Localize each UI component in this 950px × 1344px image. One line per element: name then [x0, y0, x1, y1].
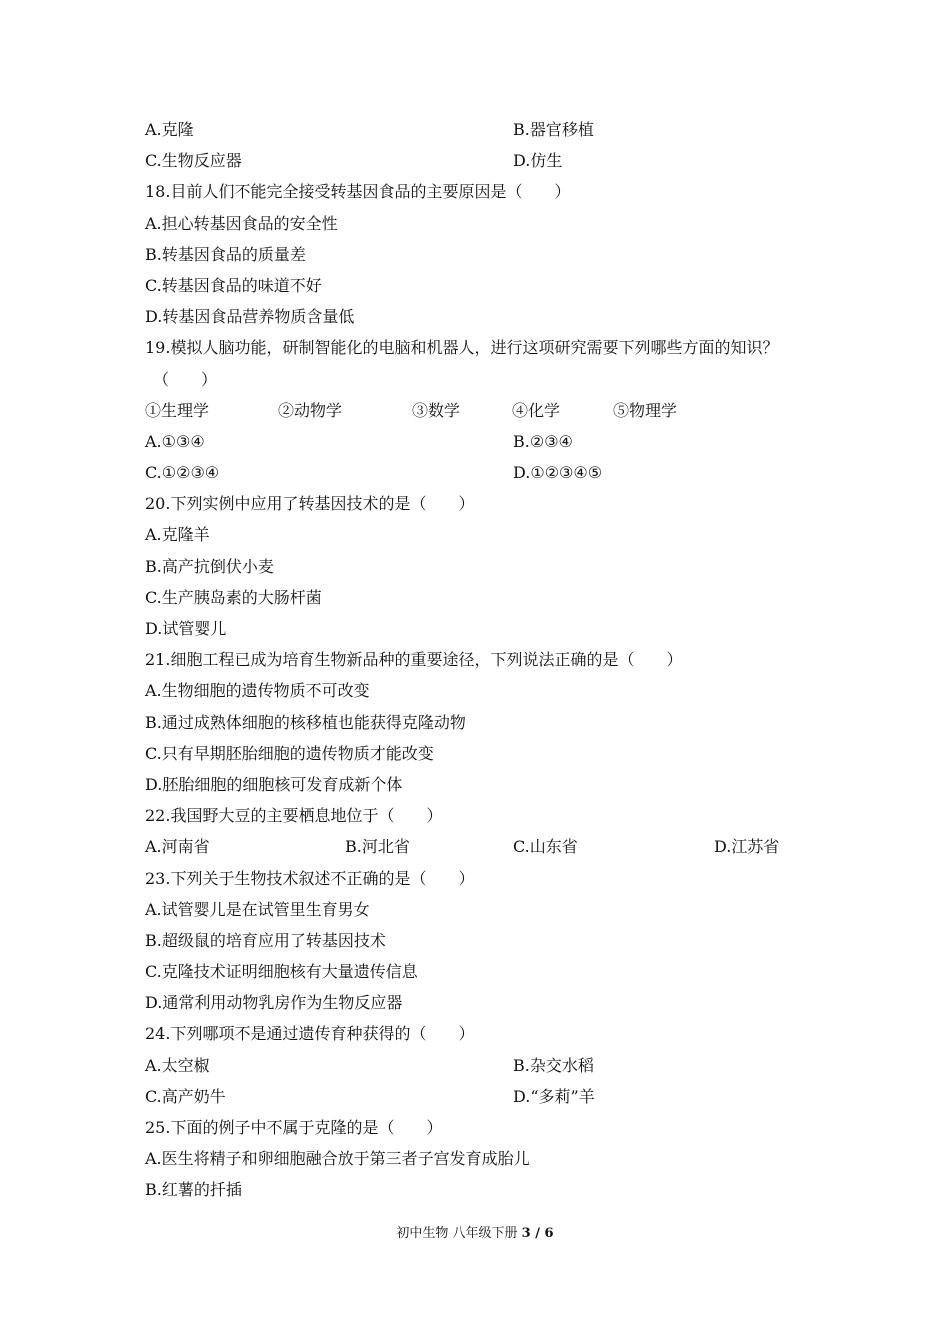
q20-option-d: D.试管婴儿	[145, 619, 227, 638]
q20-option-c: C.生产胰岛素的大肠杆菌	[145, 587, 322, 607]
q17-option-a: A.克隆	[145, 120, 194, 139]
q21-stem: 21.细胞工程已成为培育生物新品种的重要途径，下列说法正确的是（ ）	[145, 650, 683, 670]
q22-option-b: B.河北省	[345, 837, 410, 857]
q18-option-a: A.担心转基因食品的安全性	[145, 213, 338, 233]
q23-option-c: C.克隆技术证明细胞核有大量遗传信息	[145, 962, 418, 982]
q19-paren: （ ）	[153, 369, 218, 389]
q24-option-a: A.太空椒	[145, 1055, 210, 1075]
q19-item-4: ④化学	[512, 400, 561, 420]
q24-options-row-2	[145, 1081, 835, 1112]
exam-page-body	[145, 114, 835, 1206]
q19-options-row-1	[145, 426, 835, 457]
q20-option-b: B.高产抗倒伏小麦	[145, 556, 274, 576]
q18-option-b: B.转基因食品的质量差	[145, 244, 306, 264]
q22-options-row	[145, 831, 835, 862]
q22-stem: 22.我国野大豆的主要栖息地位于（ ）	[145, 806, 443, 826]
q17-option-c: C.生物反应器	[145, 151, 242, 171]
q23-option-a: A.试管婴儿是在试管里生育男女	[145, 899, 370, 919]
q19-item-5: ⑤物理学	[613, 400, 678, 420]
q19-knowledge-items	[145, 395, 835, 426]
q25-option-a: A.医生将精子和卵细胞融合放于第三者子宫发育成胎儿	[145, 1149, 530, 1169]
q18-stem: 18.目前人们不能完全接受转基因食品的主要原因是（ ）	[145, 182, 571, 202]
q17-options-row-1	[145, 114, 835, 145]
q19-item-1: ①生理学	[145, 400, 210, 420]
q17-option-d: D.仿生	[513, 151, 563, 171]
footer-course-label: 初中生物 八年级下册	[396, 1226, 522, 1241]
q17-options-row-2	[145, 145, 835, 176]
q24-option-b: B.杂交水稻	[513, 1055, 594, 1075]
q23-option-b: B.超级鼠的培育应用了转基因技术	[145, 930, 386, 950]
q22-option-a: A.河南省	[145, 837, 210, 857]
q19-option-a: A.①③④	[145, 431, 205, 451]
page-footer	[0, 1224, 950, 1244]
q23-stem: 23.下列关于生物技术叙述不正确的是（ ）	[145, 868, 475, 888]
footer-page-number: 3	[521, 1226, 531, 1241]
q21-option-a: A.生物细胞的遗传物质不可改变	[145, 681, 370, 701]
q22-option-c: C.山东省	[513, 837, 578, 857]
q21-option-c: C.只有早期胚胎细胞的遗传物质才能改变	[145, 743, 434, 763]
q19-answer-paren	[145, 364, 835, 395]
q23-option-d: D.通常利用动物乳房作为生物反应器	[145, 993, 403, 1013]
footer-page-total: 6	[544, 1226, 554, 1241]
q19-item-2: ②动物学	[278, 400, 343, 420]
q25-stem: 25.下面的例子中不属于克隆的是（ ）	[145, 1118, 443, 1137]
footer-page-separator: /	[530, 1226, 545, 1241]
q20-stem: 20.下列实例中应用了转基因技术的是（ ）	[145, 494, 475, 514]
q22-option-d: D.江苏省	[714, 837, 780, 857]
q20-option-a: A.克隆羊	[145, 525, 210, 545]
q18-option-d: D.转基因食品营养物质含量低	[145, 307, 355, 327]
q24-option-c: C.高产奶牛	[145, 1086, 226, 1106]
q19-option-d: D.①②③④⑤	[513, 463, 603, 483]
q19-stem: 19.模拟人脑功能，研制智能化的电脑和机器人，进行这项研究需要下列哪些方面的知识？	[145, 338, 779, 358]
q19-item-3: ③数学	[412, 400, 461, 420]
q25-option-b: B.红薯的扦插	[145, 1180, 242, 1200]
q19-options-row-2	[145, 457, 835, 488]
q24-options-row-1	[145, 1050, 835, 1081]
q24-option-d: D.“多莉”羊	[513, 1086, 595, 1106]
q17-option-b: B.器官移植	[513, 120, 594, 139]
q21-option-b: B.通过成熟体细胞的核移植也能获得克隆动物	[145, 712, 466, 732]
q18-option-c: C.转基因食品的味道不好	[145, 275, 322, 295]
q19-option-b: B.②③④	[513, 431, 573, 451]
q19-option-c: C.①②③④	[145, 463, 220, 483]
q21-option-d: D.胚胎细胞的细胞核可发育成新个体	[145, 774, 403, 794]
q24-stem: 24.下列哪项不是通过遗传育种获得的（ ）	[145, 1024, 475, 1044]
